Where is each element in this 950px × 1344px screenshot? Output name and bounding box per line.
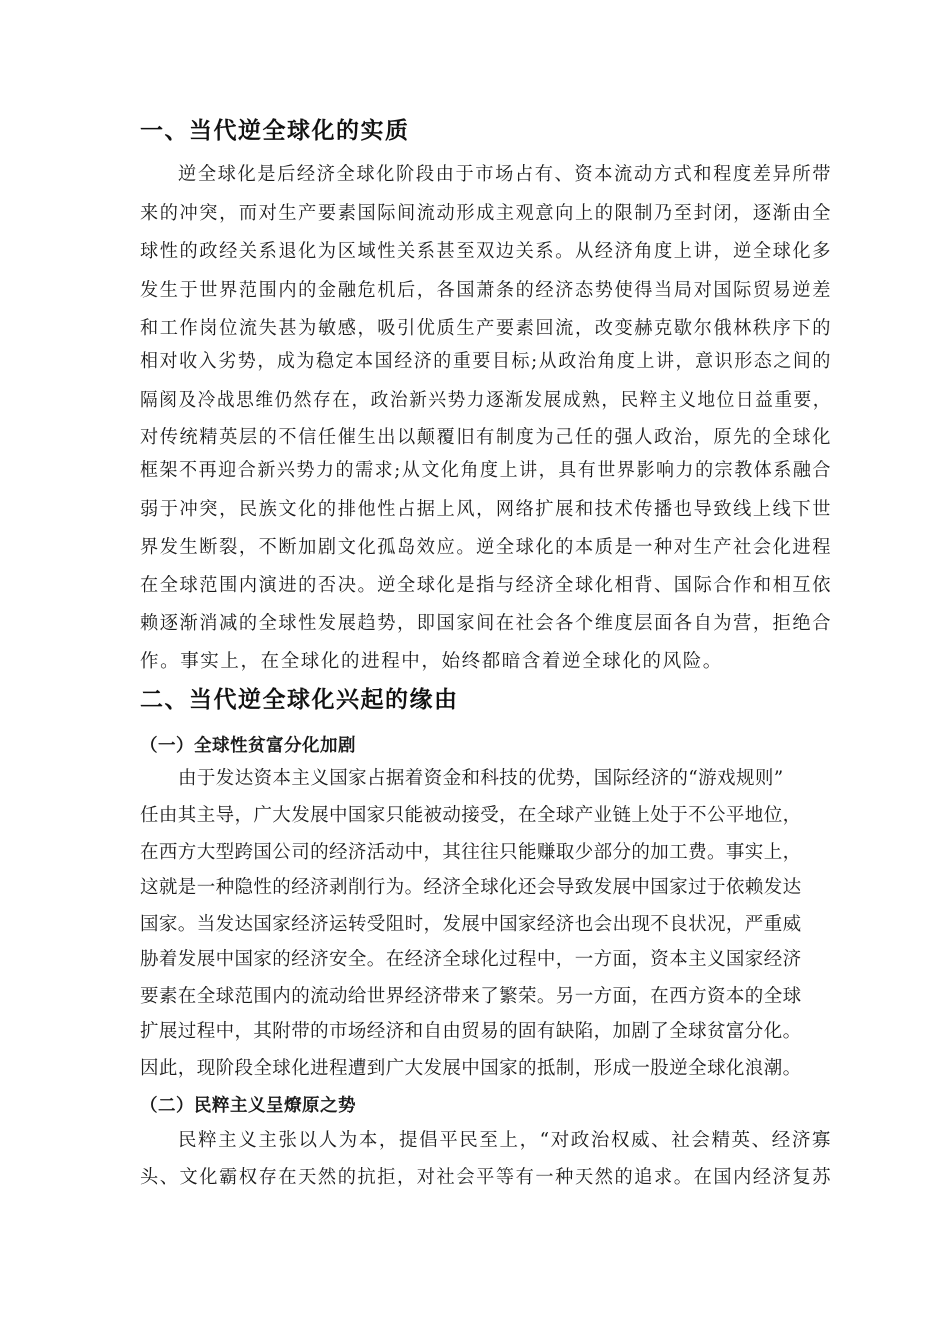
paragraph-line: 这就是一种隐性的经济剥削行为。经济全球化还会导致发展中国家过于依赖发达 bbox=[140, 877, 802, 898]
paragraph-line: 来的冲突，而对生产要素国际间流动形成主观意向上的限制乃至封闭，逐渐由全 bbox=[140, 203, 832, 224]
paragraph-line: 在全球范围内演进的否决。逆全球化是指与经济全球化相背、国际合作和相互依 bbox=[140, 575, 832, 596]
paragraph-line: 国家。当发达国家经济运转受阻时，发展中国家经济也会出现不良状况，严重威 bbox=[140, 914, 802, 935]
section-heading-2: 二、当代逆全球化兴起的缘由 bbox=[140, 687, 459, 713]
paragraph-line: 胁着发展中国家的经济安全。在经济全球化过程中，一方面，资本主义国家经济 bbox=[140, 949, 802, 970]
paragraph-line: 界发生断裂，不断加剧文化孤岛效应。逆全球化的本质是一种对生产社会化进程 bbox=[140, 537, 832, 558]
paragraph-line: 相对收入劣势，成为稳定本国经济的重要目标;从政治角度上讲，意识形态之间的 bbox=[140, 351, 832, 372]
paragraph-line: 逆全球化是后经济全球化阶段由于市场占有、资本流动方式和程度差异所带 bbox=[178, 164, 833, 185]
subsection-heading-1: （一）全球性贫富分化加剧 bbox=[140, 736, 356, 756]
paragraph-line: 赖逐渐消减的全球性发展趋势，即国家间在社会各个维度层面各自为营，拒绝合 bbox=[140, 613, 832, 634]
paragraph-line: 框架不再迎合新兴势力的需求;从文化角度上讲，具有世界影响力的宗教体系融合 bbox=[140, 460, 832, 481]
paragraph-line: 由于发达资本主义国家占据着资金和科技的优势，国际经济的“游戏规则” bbox=[178, 768, 784, 789]
paragraph-line: 要素在全球范围内的流动给世界经济带来了繁荣。另一方面，在西方资本的全球 bbox=[140, 986, 802, 1007]
paragraph-line: 弱于冲突，民族文化的排他性占据上风，网络扩展和技术传播也导致线上线下世 bbox=[140, 499, 832, 520]
paragraph-line: 头、文化霸权存在天然的抗拒，对社会平等有一种天然的追求。在国内经济复苏 bbox=[140, 1167, 832, 1188]
paragraph-line: 扩展过程中，其附带的市场经济和自由贸易的固有缺陷，加剧了全球贫富分化。 bbox=[140, 1021, 802, 1042]
paragraph-line: 对传统精英层的不信任催生出以颠覆旧有制度为己任的强人政治，原先的全球化 bbox=[140, 427, 832, 448]
paragraph-line: 因此，现阶段全球化进程遭到广大发展中国家的抵制，形成一股逆全球化浪潮。 bbox=[140, 1058, 802, 1079]
paragraph-line: 作。事实上，在全球化的进程中，始终都暗含着逆全球化的风险。 bbox=[140, 651, 723, 672]
paragraph-line: 民粹主义主张以人为本，提倡平民至上，“对政治权威、社会精英、经济寡 bbox=[178, 1130, 833, 1151]
paragraph-line: 和工作岗位流失甚为敏感，吸引优质生产要素回流，改变赫克歇尔俄林秩序下的 bbox=[140, 318, 832, 339]
paragraph-line: 在西方大型跨国公司的经济活动中，其往往只能赚取少部分的加工费。事实上， bbox=[140, 842, 802, 863]
section-heading-1: 一、当代逆全球化的实质 bbox=[140, 118, 410, 144]
paragraph-line: 任由其主导，广大发展中国家只能被动接受，在全球产业链上处于不公平地位， bbox=[140, 805, 802, 826]
paragraph-line: 球性的政经关系退化为区域性关系甚至双边关系。从经济角度上讲，逆全球化多 bbox=[140, 241, 832, 262]
paragraph-line: 发生于世界范围内的金融危机后，各国萧条的经济态势使得当局对国际贸易逆差 bbox=[140, 280, 832, 301]
subsection-heading-2: （二）民粹主义呈燎原之势 bbox=[140, 1096, 356, 1116]
paragraph-line: 隔阂及冷战思维仍然存在，政治新兴势力逐渐发展成熟，民粹主义地位日益重要， bbox=[140, 390, 832, 411]
